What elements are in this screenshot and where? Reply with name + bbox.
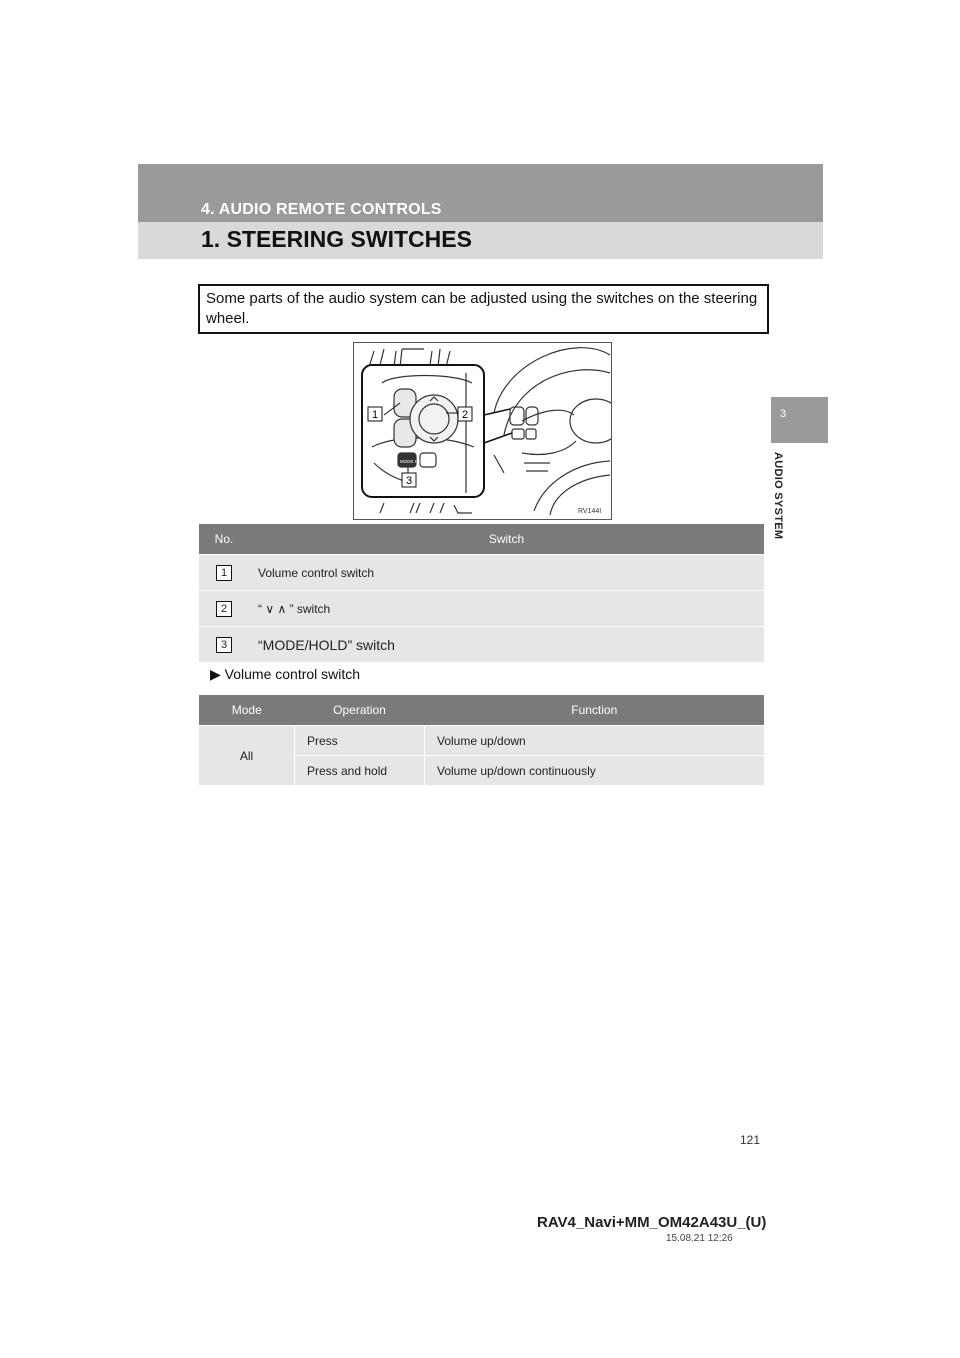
switch-name: “ ∨ ∧ ” switch xyxy=(249,591,764,627)
document-code: RAV4_Navi+MM_OM42A43U_(U) xyxy=(537,1214,767,1231)
page-number: 121 xyxy=(740,1133,761,1147)
callout-3: 3 xyxy=(406,475,413,487)
row-number: 3 xyxy=(216,637,232,653)
intro-box: Some parts of the audio system can be adjusted using the switches on the steering wheel. xyxy=(198,284,769,334)
row-number-cell xyxy=(199,627,249,663)
steering-wheel-drawing xyxy=(354,343,611,519)
figure-code: RV144I xyxy=(578,508,602,515)
row-number-cell xyxy=(199,555,249,591)
section-label: 4. AUDIO REMOTE CONTROLS xyxy=(201,201,442,218)
operation-cell: Press and hold xyxy=(295,756,425,786)
callout-1: 1 xyxy=(372,409,379,421)
chapter-label-text: AUDIO SYSTEM xyxy=(772,452,784,540)
operation-table-header xyxy=(199,695,764,726)
row-number: 2 xyxy=(216,601,232,617)
chapter-label xyxy=(772,452,792,552)
table-row xyxy=(199,726,764,756)
triangle-bullet-icon: ▶ xyxy=(210,666,221,682)
table-row xyxy=(199,627,764,663)
column-header-no: No. xyxy=(199,524,249,555)
operation-table xyxy=(199,695,764,785)
subheading xyxy=(210,666,360,683)
switch-name: Volume control switch xyxy=(249,555,764,591)
function-cell: Volume up/down continuously xyxy=(425,756,765,786)
table-row xyxy=(199,555,764,591)
mode-cell: All xyxy=(199,726,295,786)
subheading-text: Volume control switch xyxy=(224,666,361,682)
document-date: 15.08.21 12:26 xyxy=(666,1233,733,1244)
mode-hold-label: MODE HOLD xyxy=(400,459,428,464)
column-header-function: Function xyxy=(425,695,765,726)
operation-cell: Press xyxy=(295,726,425,756)
chapter-number: 3 xyxy=(780,408,787,420)
column-header-switch: Switch xyxy=(249,524,764,555)
function-cell: Volume up/down xyxy=(425,726,765,756)
steering-switch-illustration xyxy=(353,342,612,520)
row-number: 1 xyxy=(216,565,232,581)
column-header-operation: Operation xyxy=(295,695,425,726)
row-number-cell xyxy=(199,591,249,627)
switch-table-header xyxy=(199,524,764,555)
callout-2: 2 xyxy=(462,409,469,421)
chapter-tab xyxy=(771,397,828,443)
switch-name: “MODE/HOLD” switch xyxy=(249,627,764,663)
column-header-mode: Mode xyxy=(199,695,295,726)
table-row xyxy=(199,591,764,627)
page-title: 1. STEERING SWITCHES xyxy=(201,226,472,252)
switch-table xyxy=(199,524,764,662)
